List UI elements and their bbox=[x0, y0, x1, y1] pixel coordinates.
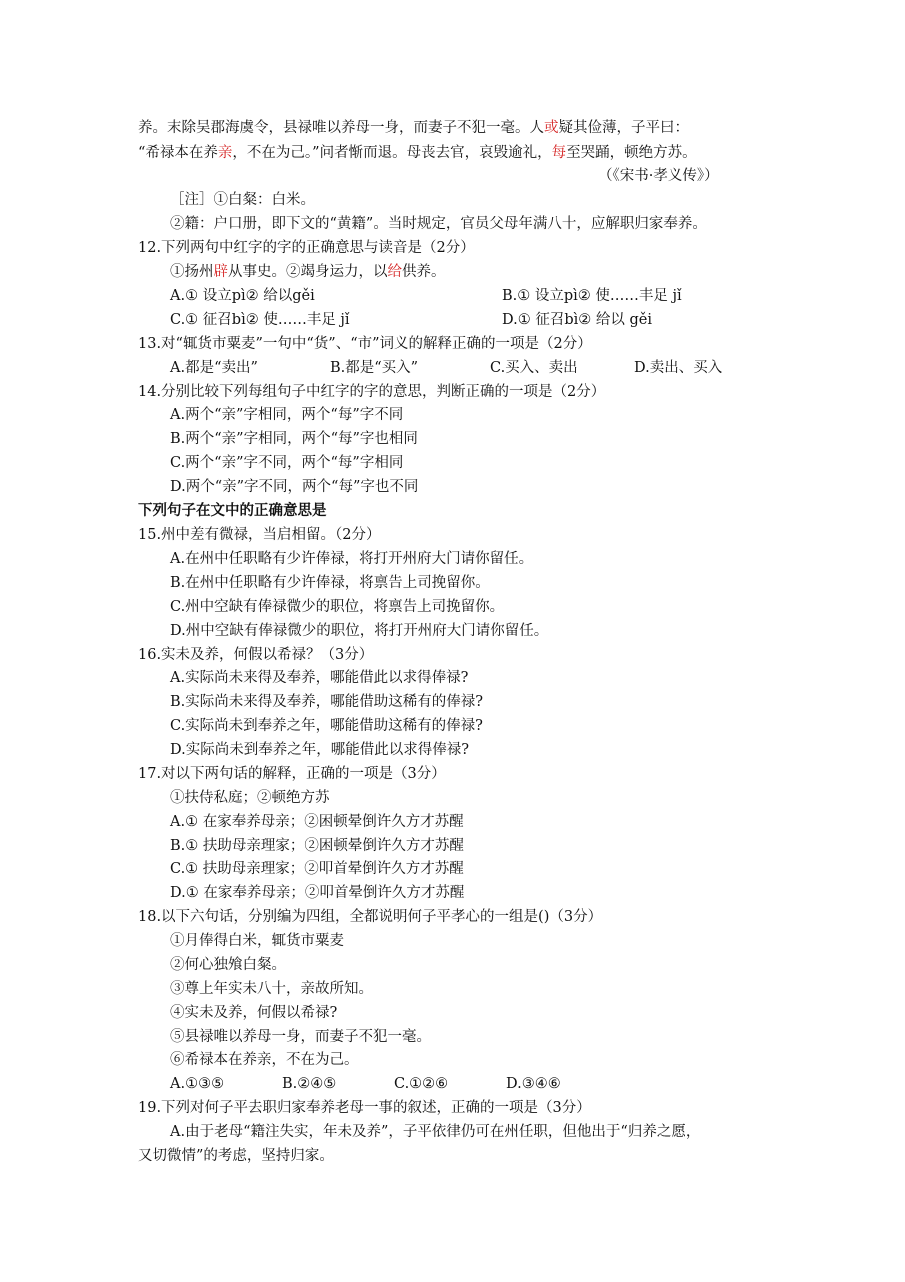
q15-stem: 15.州中差有微禄，当启相留。（2分） bbox=[138, 527, 381, 543]
q19-stem: 19.下列对何子平去职归家奉养老母一事的叙述，正确的一项是（3分） bbox=[138, 1100, 591, 1116]
q18-sentence-3: ③尊上年实未八十，亲故所知。 bbox=[170, 981, 373, 997]
q12-option-a: A.① 设立pì② 给以gěi bbox=[170, 288, 315, 304]
q16-option-b: B.实际尚未来得及奉养，哪能借助这稀有的俸禄? bbox=[170, 694, 484, 710]
q16-option-a: A.实际尚未来得及奉养，哪能借此以求得俸禄? bbox=[170, 670, 469, 686]
q13-option-a: A.都是“卖出” bbox=[170, 360, 258, 376]
section-heading: 下列句子在文中的正确意思是 bbox=[138, 502, 327, 519]
q17-option-a: A.① 在家奉养母亲；②困顿晕倒许久方才苏醒 bbox=[170, 814, 464, 830]
passage-source: （《宋书·孝义传》） bbox=[598, 168, 719, 184]
q12-option-d: D.① 征召bì② 给以 gěi bbox=[502, 312, 652, 328]
q15-option-c: C.州中空缺有俸禄微少的职位，将禀告上司挽留你。 bbox=[170, 599, 505, 615]
red-char: 辟 bbox=[213, 264, 228, 280]
q12-sub: ①扬州辟从事史。②竭身运力，以给供养。 bbox=[170, 264, 446, 280]
q18-option-c: C.①②⑥ bbox=[394, 1076, 449, 1092]
q18-sentence-5: ⑤县禄唯以养母一身，而妻子不犯一毫。 bbox=[170, 1029, 431, 1045]
q19-option-a-line2: 又切微情”的考虑，坚持归家。 bbox=[138, 1148, 334, 1164]
q14-option-b: B.两个“亲”字相同，两个“每”字也相同 bbox=[170, 431, 418, 447]
q19-option-a-line1: A.由于老母“籍注失实，年未及养”，子平依律仍可在州任职，但他出于“归养之愿， bbox=[170, 1124, 701, 1140]
q16-option-d: D.实际尚未到奉养之年，哪能借此以求得俸禄? bbox=[170, 742, 469, 758]
q17-option-d: D.① 在家奉养母亲；②叩首晕倒许久方才苏醒 bbox=[170, 885, 465, 901]
q14-stem: 14.分别比较下列每组句子中红字的字的意思，判断正确的一项是（2分） bbox=[138, 384, 606, 400]
q15-option-a: A.在州中任职略有少许俸禄，将打开州府大门请你留任。 bbox=[170, 551, 534, 567]
passage-line-2: “希禄本在养亲，不在为己。”问者惭而退。母丧去官，哀毁逾礼，每至哭踊，顿绝方苏。 bbox=[138, 145, 697, 161]
q13-option-c: C.买入、卖出 bbox=[490, 360, 578, 376]
red-char: 给 bbox=[387, 264, 402, 280]
q18-sentence-1: ①月俸得白米，辄货市粟麦 bbox=[170, 933, 344, 949]
note-1: ［注］①白粲：白米。 bbox=[170, 192, 315, 208]
q14-option-c: C.两个“亲”字不同，两个“每”字相同 bbox=[170, 455, 404, 471]
q13-option-d: D.卖出、买入 bbox=[634, 360, 723, 376]
note-2: ②籍：户口册，即下文的“黄籍”。当时规定，官员父母年满八十，应解职归家奉养。 bbox=[170, 216, 707, 232]
q18-option-d: D.③④⑥ bbox=[506, 1076, 561, 1092]
q13-stem: 13.对“辄货市粟麦”一句中“货”、“市”词义的解释正确的一项是（2分） bbox=[138, 336, 592, 352]
red-char: 或 bbox=[544, 120, 559, 136]
q15-option-b: B.在州中任职略有少许俸禄，将禀告上司挽留你。 bbox=[170, 575, 490, 591]
q18-sentence-4: ④实未及养，何假以希禄? bbox=[170, 1005, 338, 1021]
q13-option-b: B.都是“买入” bbox=[330, 360, 419, 376]
q18-option-b: B.②④⑤ bbox=[282, 1076, 337, 1092]
q17-option-c: C.① 扶助母亲理家；②叩首晕倒许久方才苏醒 bbox=[170, 861, 464, 877]
q14-option-d: D.两个“亲”字不同，两个“每”字也不同 bbox=[170, 479, 419, 495]
red-char: 每 bbox=[551, 145, 567, 161]
q12-stem: 12.下列两句中红字的字的正确意思与读音是（2分） bbox=[138, 240, 475, 256]
q18-stem: 18.以下六句话，分别编为四组，全都说明何子平孝心的一组是()（3分） bbox=[138, 909, 603, 925]
red-char: 亲 bbox=[217, 145, 233, 161]
q12-option-b: B.① 设立pì② 使……丰足 jǐ bbox=[502, 288, 682, 304]
q18-sentence-2: ②何心独飧白粲。 bbox=[170, 957, 286, 973]
q18-option-a: A.①③⑤ bbox=[170, 1076, 225, 1092]
passage-line-1: 养。末除吴郡海虞令，县禄唯以养母一身，而妻子不犯一毫。人或疑其俭薄，子平曰： bbox=[138, 120, 689, 136]
q16-stem: 16.实未及养，何假以希禄？（3分） bbox=[138, 647, 374, 663]
q18-sentence-6: ⑥希禄本在养亲，不在为己。 bbox=[170, 1052, 359, 1068]
q17-stem: 17.对以下两句话的解释，正确的一项是（3分） bbox=[138, 766, 446, 782]
q12-option-c: C.① 征召bì② 使……丰足 jǐ bbox=[170, 312, 350, 328]
q16-option-c: C.实际尚未到奉养之年，哪能借助这稀有的俸禄? bbox=[170, 718, 483, 734]
q14-option-a: A.两个“亲”字相同，两个“每”字不同 bbox=[170, 407, 404, 423]
q15-option-d: D.州中空缺有俸禄微少的职位，将打开州府大门请你留任。 bbox=[170, 623, 549, 639]
q17-sub: ①扶侍私庭；②顿绝方苏 bbox=[170, 790, 330, 806]
q17-option-b: B.① 扶助母亲理家；②困顿晕倒许久方才苏醒 bbox=[170, 838, 464, 854]
